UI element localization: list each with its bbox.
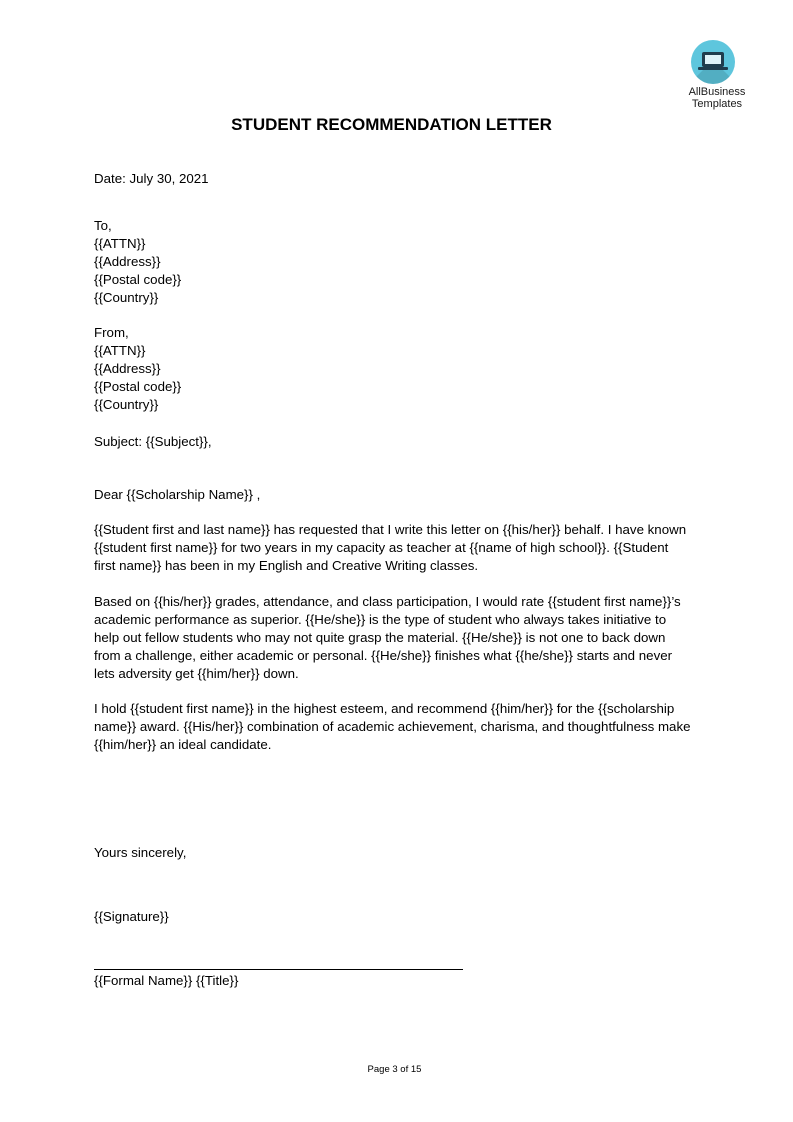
closing: Yours sincerely, bbox=[94, 845, 187, 860]
paragraph-line: {{Student first and last name}} has requested that I write this letter on {{his/her}} behalf. I have known bbox=[94, 522, 687, 537]
from-postal-code: {{Postal code}} bbox=[94, 379, 182, 394]
from-address: {{Address}} bbox=[94, 361, 161, 376]
paragraph-line: lets adversity get {{him/her}} down. bbox=[94, 666, 299, 681]
paragraph-line: from a challenge, either academic or personal. {{He/she}} finishes what {{he/she}} starts and never bbox=[94, 648, 673, 663]
paragraph-line: name}} award. {{His/her}} combination of academic achievement, charisma, and thoughtfulness make bbox=[94, 719, 691, 734]
from-attn: {{ATTN}} bbox=[94, 343, 146, 358]
paragraph-line: Based on {{his/her}} grades, attendance, and class participation, I would rate {{student first name}}’s bbox=[94, 594, 681, 609]
to-address: {{Address}} bbox=[94, 254, 161, 269]
from-address-block bbox=[94, 324, 714, 414]
paragraph-line: help out fellow students who may not quite grasp the material. {{He/she}} is not one to back down bbox=[94, 630, 666, 645]
subject-line: Subject: {{Subject}}, bbox=[94, 434, 212, 449]
paragraph-line: {{him/her}} an ideal candidate. bbox=[94, 737, 272, 752]
to-attn: {{ATTN}} bbox=[94, 236, 146, 251]
logo-text bbox=[682, 86, 752, 110]
body-paragraph-1 bbox=[94, 521, 706, 575]
body-paragraph-3 bbox=[94, 700, 706, 754]
signature-line bbox=[94, 969, 463, 970]
date-line: Date: July 30, 2021 bbox=[94, 171, 209, 186]
laptop-icon bbox=[691, 40, 735, 84]
to-country: {{Country}} bbox=[94, 290, 159, 305]
from-label: From, bbox=[94, 325, 129, 340]
from-country: {{Country}} bbox=[94, 397, 159, 412]
formal-name-title: {{Formal Name}} {{Title}} bbox=[94, 973, 239, 988]
logo-brand-line2: Templates bbox=[691, 98, 743, 110]
salutation: Dear {{Scholarship Name}} , bbox=[94, 487, 261, 502]
paragraph-line: I hold {{student first name}} in the highest esteem, and recommend {{him/her}} for the {{scholarship bbox=[94, 701, 675, 716]
to-postal-code: {{Postal code}} bbox=[94, 272, 182, 287]
signature-placeholder: {{Signature}} bbox=[94, 909, 169, 924]
letter-title: STUDENT RECOMMENDATION LETTER bbox=[231, 115, 552, 134]
to-address-block bbox=[94, 217, 714, 307]
page-number: Page 3 of 15 bbox=[367, 1064, 422, 1075]
paragraph-line: first name}} has been in my English and Creative Writing classes. bbox=[94, 558, 479, 573]
to-label: To, bbox=[94, 218, 112, 233]
paragraph-line: academic performance as superior. {{He/she}} is the type of student who always takes initiative to bbox=[94, 612, 667, 627]
body-paragraph-2 bbox=[94, 593, 706, 683]
paragraph-line: {{student first name}} for two years in my capacity as teacher at {{name of high school}}. {{Student bbox=[94, 540, 669, 555]
logo-brand-line1: AllBusiness bbox=[688, 86, 746, 98]
